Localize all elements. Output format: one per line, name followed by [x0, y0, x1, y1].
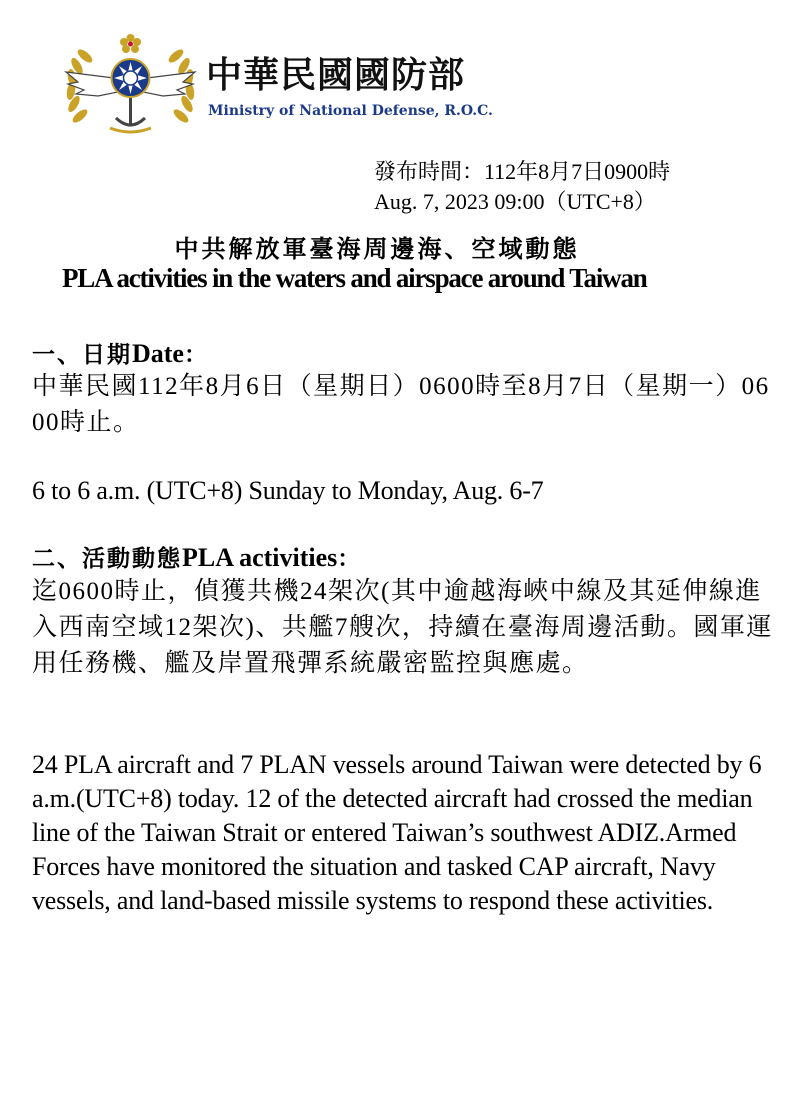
date-section-heading	[32, 336, 209, 369]
date-heading-chinese: 一、日期	[32, 342, 132, 368]
document-title-english: PLA activities in the waters and airspace around Taiwan	[62, 263, 647, 293]
release-time-chinese: 發布時間：112年8月7日0900時	[374, 159, 671, 184]
activities-heading-english: PLA activities	[182, 543, 338, 572]
ministry-emblem-icon	[58, 28, 203, 140]
activities-body-chinese: 迄0600時止，偵獲共機24架次(其中逾越海峽中線及其延伸線進入西南空域12架次)、共艦7艘次，持續在臺海周邊活動。國軍運用任務機、艦及岸置飛彈系統嚴密監控與應處。	[32, 578, 773, 677]
release-time	[374, 157, 670, 217]
activities-heading-colon: ：	[337, 546, 363, 572]
ministry-name-english: Ministry of National Defense, R.O.C.	[208, 103, 493, 119]
activities-heading-chinese: 二、活動動態	[32, 546, 182, 572]
activities-section-heading	[32, 540, 362, 573]
date-body-english: 6 to 6 a.m. (UTC+8) Sunday to Monday, Aug. 6-7	[32, 476, 544, 505]
date-body-chinese: 中華民國112年8月6日（星期日）0600時至8月7日（星期一）0600時止。	[32, 373, 770, 436]
ministry-name-chinese: 中華民國國防部	[206, 55, 466, 96]
release-time-english: Aug. 7, 2023 09:00（UTC+8）	[374, 189, 656, 214]
ministry-header	[58, 28, 518, 140]
date-heading-english: Date	[132, 339, 184, 368]
activities-body-english: 24 PLA aircraft and 7 PLAN vessels around Taiwan were detected by 6 a.m.(UTC+8) today. 12 of the detected aircraft had crossed the median line of the Taiwan Strait or entered Taiwan’s southwest ADIZ.Armed Forces have monitored the situation and tasked CAP aircraft, Navy vessels, and land-based missile systems to respond these activities.	[32, 750, 762, 915]
date-heading-colon: ：	[183, 342, 209, 368]
document-title-chinese: 中共解放軍臺海周邊海、空域動態	[174, 235, 580, 263]
